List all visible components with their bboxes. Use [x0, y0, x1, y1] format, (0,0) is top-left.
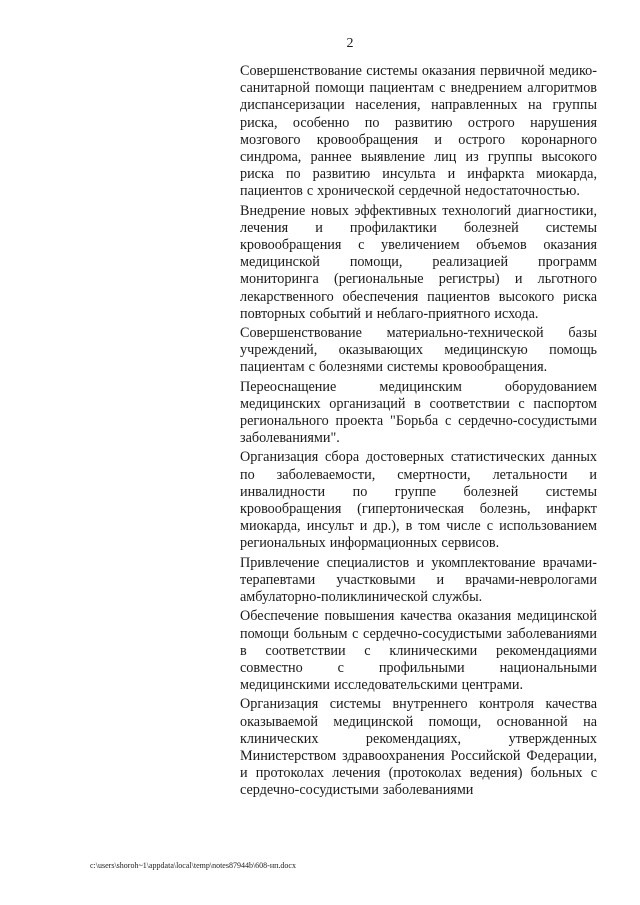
- paragraph: Организация системы внутреннего контроля качества оказываемой медицинской помощи, основанной на клинических рекомендациях, утвержденных Министерством здравоохранения Российской Федерации, и протоколах лечения (протоколах ведения) больных с сердечно-сосудистыми заболеваниями: [240, 696, 597, 799]
- paragraph: Организация сбора достоверных статистических данных по заболеваемости, смертности, летальности и инвалидности по группе болезней системы кровообращения (гипертоническая болезнь, инфаркт миокарда, инсульт и др.), в том числе с использованием региональных информационных сервисов.: [240, 449, 597, 552]
- document-body: [240, 63, 597, 802]
- paragraph: Обеспечение повышения качества оказания медицинской помощи больным с сердечно-сосудистыми заболеваниями в соответствии с клиническими рекомендациями совместно с профильными национальными медицинскими исследовательскими центрами.: [240, 608, 597, 694]
- page-number: 2: [346, 36, 354, 51]
- paragraph: Совершенствование материально-технической базы учреждений, оказывающих медицинскую помощь пациентам с болезнями системы кровообращения.: [240, 325, 597, 376]
- paragraph: Переоснащение медицинским оборудованием медицинских организаций в соответствии с паспортом регионального проекта "Борьба с сердечно-сосудистыми заболеваниями".: [240, 378, 597, 447]
- paragraph: Внедрение новых эффективных технологий диагностики, лечения и профилактики болезней системы кровообращения с увеличением объемов оказания медицинской помощи, реализацией программ мониторинга (региональные регистры) и льготного лекарственного обеспечения пациентов высокого риска повторных событий и неблаго-приятного исхода.: [240, 202, 597, 322]
- paragraph: Привлечение специалистов и укомплектование врачами-терапевтами участковыми и врачами-неврологами амбулаторно-поликлинической службы.: [240, 554, 597, 606]
- paragraph: Совершенствование системы оказания первичной медико-санитарной помощи пациентам с внедрением алгоритмов диспансеризации населения, направленных на группы риска, особенно по развитию острого нарушения мозгового кровообращения и острого коронарного синдрома, раннее выявление лиц из группы высокого риска по развитию инсульта и инфаркта миокарда, пациентов с хронической сердечной недостаточностью.: [240, 63, 597, 200]
- footer-file-path: c:\users\shoroh~1\appdata\local\temp\notes87944b\608-нп.docx: [90, 861, 296, 870]
